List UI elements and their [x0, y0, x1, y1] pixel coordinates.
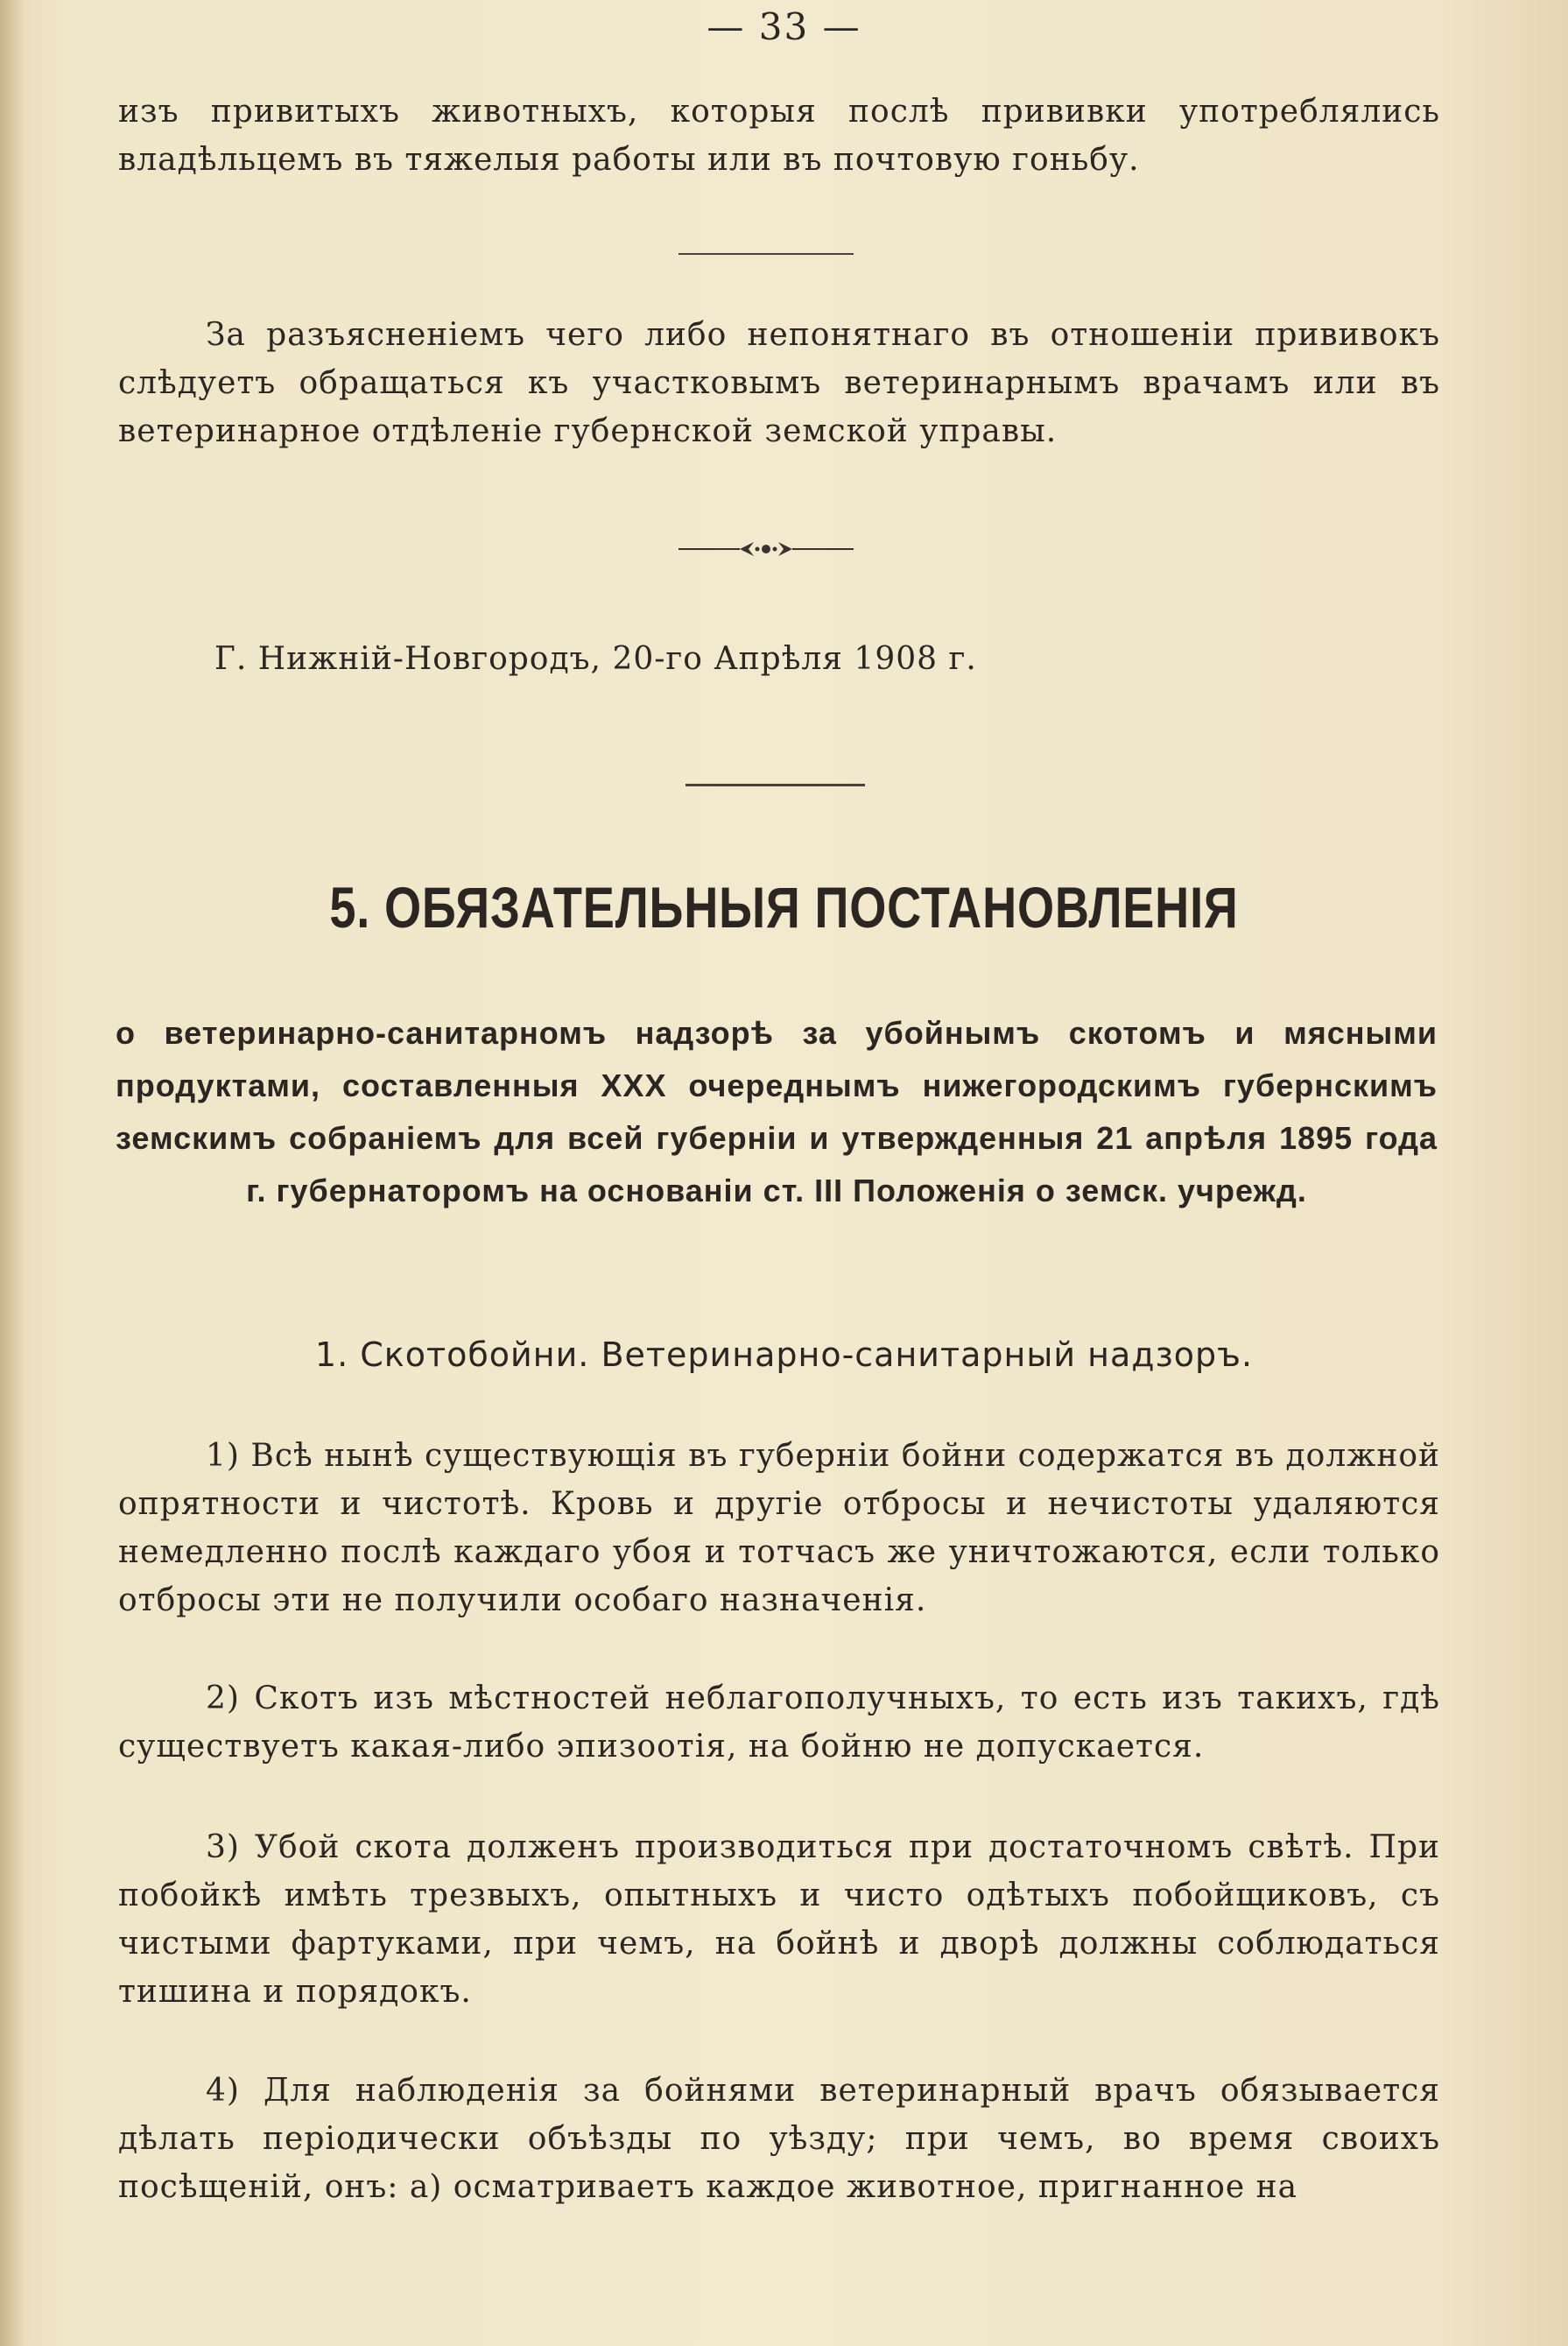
short-divider [679, 253, 854, 255]
subsection-title: 1. Скотобойни. Ветеринарно-санитарный надзоръ. [314, 1335, 1254, 1374]
contact-paragraph: За разъясненіемъ чего либо непонятнаго въ отношеніи прививокъ слѣдуетъ обращаться къ участковымъ ветеринарнымъ врачамъ или въ ветеринарное отдѣленіе губернской земской управы. [118, 317, 1440, 449]
page-binding-edge [0, 0, 23, 2346]
rule-4-paragraph: 4) Для наблюденія за бойнями ветеринарный врачъ обязывается дѣлать періодически объѣзды по уѣзду; при чемъ, во время своихъ посѣщеній, онъ: а) осматриваетъ каждое животное, пригнанное на [118, 2073, 1440, 2205]
rule-2-paragraph: 2) Скотъ изъ мѣстностей неблагополучныхъ, то есть изъ такихъ, гдѣ существуетъ какая-либо эпизоотія, на бойню не допускается. [118, 1680, 1440, 1765]
intro-paragraph: изъ привитыхъ животныхъ, которыя послѣ прививки употреблялись владѣльцемъ въ тяжелыя работы или въ почтовую гоньбу. [118, 94, 1440, 178]
ornament-divider-icon [679, 536, 854, 562]
section-divider [686, 784, 865, 786]
rule-3-paragraph: 3) Убой скота долженъ производиться при достаточномъ свѣтѣ. При побойкѣ имѣть трезвыхъ, опытныхъ и чисто одѣтыхъ побойщиковъ, съ чистыми фартуками, при чемъ, на бойнѣ и дворѣ должны соблюдаться тишина и порядокъ. [118, 1829, 1440, 2010]
page-number: — 33 — [707, 5, 861, 48]
date-line: Г. Нижній-Новгородъ, 20-го Апрѣля 1908 г. [214, 641, 977, 677]
section-subtitle: о ветеринарно-санитарномъ надзорѣ за убойнымъ скотомъ и мясными продуктами, составленныя XXX очереднымъ нижегородскимъ губернскимъ земскимъ собраніемъ для всей губерніи и утвержденныя 21 апрѣля 1895 года г. губернаторомъ на основаніи ст. III Положенія о земск. учрежд. [116, 1015, 1438, 1208]
section-heading: 5. ОБЯЗАТЕЛЬНЫЯ ПОСТАНОВЛЕНІЯ [329, 875, 1239, 940]
rule-1-paragraph: 1) Всѣ нынѣ существующія въ губерніи бойни содержатся въ должной опрятности и чистотѣ. Кровь и другіе отбросы и нечистоты удаляются немедленно послѣ каждаго убоя и тотчасъ же уничтожаются, если только отбросы эти не получили особаго назначенія. [118, 1438, 1440, 1618]
